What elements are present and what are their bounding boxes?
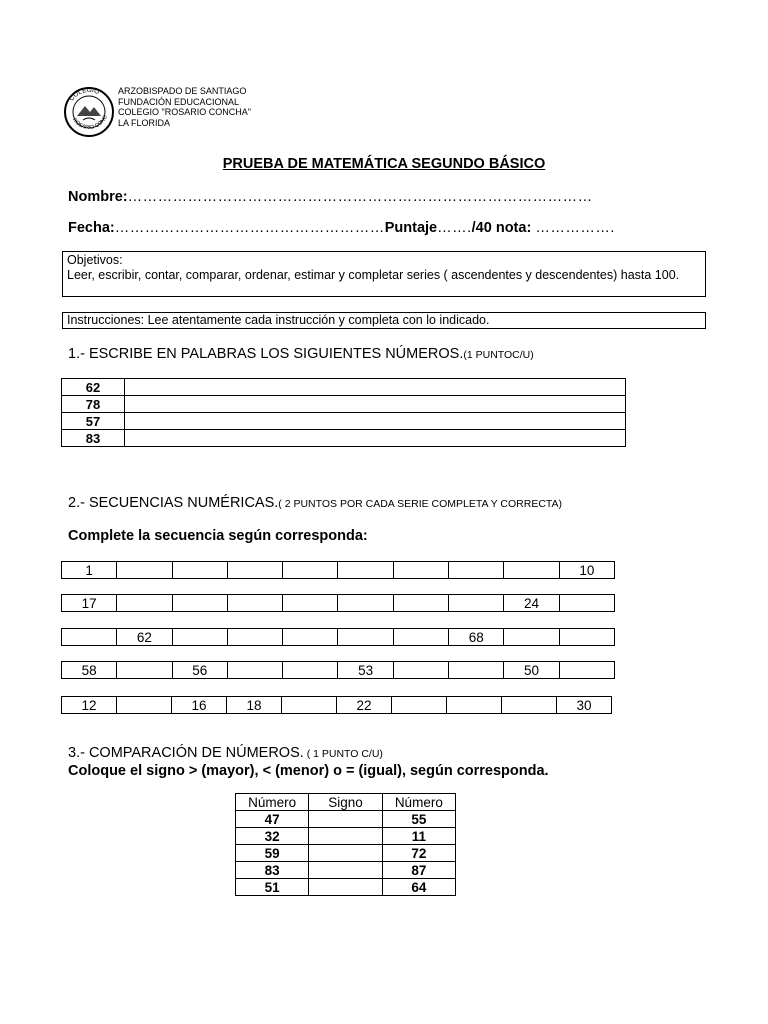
nota-blank[interactable]: ……………. <box>535 220 615 236</box>
svg-text:COLEGIO: COLEGIO <box>68 86 101 103</box>
sequence-blank-cell[interactable] <box>393 595 448 612</box>
section2-points: ( 2 PUNTOS POR CADA SERIE COMPLETA Y CORRECTA) <box>278 498 563 510</box>
sequence-blank-cell[interactable] <box>62 629 117 646</box>
fecha-blank[interactable]: ……………………………………………… <box>114 220 385 236</box>
sequence-number-cell: 18 <box>227 697 282 714</box>
sequence-blank-cell[interactable] <box>502 697 557 714</box>
objectives-label: Objetivos: <box>67 253 123 267</box>
sequence-blank-cell[interactable] <box>393 662 448 679</box>
sequence-blank-cell[interactable] <box>449 595 504 612</box>
sequence-blank-cell[interactable] <box>338 595 393 612</box>
nombre-field[interactable] <box>68 189 593 205</box>
number-cell: 32 <box>236 828 309 845</box>
section1-title: 1.- ESCRIBE EN PALABRAS LOS SIGUIENTES NÚMEROS. <box>68 346 464 362</box>
sequence-blank-cell[interactable] <box>172 595 227 612</box>
sequence-row-4 <box>61 661 615 679</box>
number-cell: 57 <box>62 413 125 430</box>
nombre-label: Nombre: <box>68 189 128 205</box>
number-cell: 72 <box>382 845 455 862</box>
table-row <box>62 562 615 579</box>
answer-cell[interactable] <box>125 413 626 430</box>
sequence-number-cell: 30 <box>557 697 612 714</box>
header-line: FUNDACIÓN EDUCACIONAL <box>118 96 240 107</box>
sequence-number-cell: 10 <box>559 562 614 579</box>
sequence-blank-cell[interactable] <box>172 629 227 646</box>
sequence-number-cell: 62 <box>117 629 172 646</box>
sequence-blank-cell[interactable] <box>392 697 447 714</box>
column-header: Signo <box>309 794 382 811</box>
sequence-blank-cell[interactable] <box>393 562 448 579</box>
sequence-blank-cell[interactable] <box>504 629 559 646</box>
sequence-blank-cell[interactable] <box>117 562 172 579</box>
number-cell: 11 <box>382 828 455 845</box>
section2-heading <box>68 495 562 511</box>
objectives-text: Leer, escribir, contar, comparar, ordenar, estimar y completar series ( ascendentes y descendentes) hasta 100. <box>67 268 680 282</box>
sequence-number-cell: 56 <box>172 662 227 679</box>
sequence-blank-cell[interactable] <box>117 697 172 714</box>
puntaje-label: Puntaje <box>384 220 438 236</box>
fecha-label: Fecha: <box>68 220 115 236</box>
sequence-blank-cell[interactable] <box>283 562 338 579</box>
sequence-blank-cell[interactable] <box>227 562 282 579</box>
number-cell: 87 <box>382 862 455 879</box>
sign-cell[interactable] <box>309 862 382 879</box>
fecha-field[interactable] <box>68 220 615 236</box>
sequence-blank-cell[interactable] <box>283 595 338 612</box>
words-table <box>61 378 626 447</box>
sequence-row-2 <box>61 594 615 612</box>
table-row <box>62 662 615 679</box>
table-row <box>236 828 456 845</box>
sequence-blank-cell[interactable] <box>559 662 614 679</box>
table-row <box>62 629 615 646</box>
number-cell: 83 <box>236 862 309 879</box>
table-row <box>236 845 456 862</box>
sign-cell[interactable] <box>309 879 382 896</box>
sequence-blank-cell[interactable] <box>449 662 504 679</box>
number-cell: 51 <box>236 879 309 896</box>
sequence-number-cell: 12 <box>62 697 117 714</box>
page-title: PRUEBA DE MATEMÁTICA SEGUNDO BÁSICO <box>222 156 546 172</box>
sequence-blank-cell[interactable] <box>227 595 282 612</box>
table-row <box>62 379 626 396</box>
svg-text:ROSARIO CONCHA: ROSARIO CONC <box>70 114 109 132</box>
sequence-number-cell: 53 <box>338 662 393 679</box>
header-line: LA FLORIDA <box>118 117 171 128</box>
section1-points: (1 PUNTOC/U) <box>463 349 534 361</box>
answer-cell[interactable] <box>125 430 626 447</box>
section3-points: ( 1 PUNTO C/U) <box>303 748 383 760</box>
table-row <box>62 430 626 447</box>
answer-cell[interactable] <box>125 396 626 413</box>
number-cell: 78 <box>62 396 125 413</box>
sequence-blank-cell[interactable] <box>559 629 614 646</box>
sequence-blank-cell[interactable] <box>227 662 282 679</box>
sequence-number-cell: 17 <box>62 595 117 612</box>
number-cell: 83 <box>62 430 125 447</box>
school-logo <box>63 86 115 138</box>
sign-cell[interactable] <box>309 828 382 845</box>
sequence-number-cell: 68 <box>449 629 504 646</box>
number-cell: 47 <box>236 811 309 828</box>
section1-heading <box>68 346 534 362</box>
sequence-blank-cell[interactable] <box>559 595 614 612</box>
sequence-blank-cell[interactable] <box>504 562 559 579</box>
section2-instruction: Complete la secuencia según corresponda: <box>68 528 368 544</box>
section3-instruction: Coloque el signo > (mayor), < (menor) o = (igual), según corresponda. <box>68 763 549 779</box>
sign-cell[interactable] <box>309 811 382 828</box>
sequence-blank-cell[interactable] <box>449 562 504 579</box>
answer-cell[interactable] <box>125 379 626 396</box>
sequence-blank-cell[interactable] <box>283 662 338 679</box>
sequence-row-3 <box>61 628 615 646</box>
sequence-number-cell: 50 <box>504 662 559 679</box>
number-cell: 62 <box>62 379 125 396</box>
table-row <box>62 595 615 612</box>
puntaje-blank[interactable]: ……. <box>437 220 472 236</box>
table-row <box>62 413 626 430</box>
table-row <box>62 697 612 714</box>
puntaje-total: /40 nota: <box>471 220 536 236</box>
sequence-blank-cell[interactable] <box>227 629 282 646</box>
section3-heading <box>68 745 383 761</box>
sequence-number-cell: 58 <box>62 662 117 679</box>
sequence-blank-cell[interactable] <box>338 629 393 646</box>
sequence-blank-cell[interactable] <box>393 629 448 646</box>
sequence-blank-cell[interactable] <box>117 595 172 612</box>
number-cell: 59 <box>236 845 309 862</box>
section2-title: 2.- SECUENCIAS NUMÉRICAS. <box>68 495 279 511</box>
table-header-row <box>236 794 456 811</box>
nombre-blank[interactable]: ………………………………………………………………………………… <box>127 189 593 205</box>
sequence-blank-cell[interactable] <box>283 629 338 646</box>
sequence-number-cell: 24 <box>504 595 559 612</box>
number-cell: 55 <box>382 811 455 828</box>
number-cell: 64 <box>382 879 455 896</box>
sign-cell[interactable] <box>309 845 382 862</box>
header-line: ARZOBISPADO DE SANTIAGO <box>118 86 247 96</box>
instructions-box: Instrucciones: Lee atentamente cada instrucción y completa con lo indicado. <box>62 312 706 329</box>
column-header: Número <box>382 794 455 811</box>
sequence-number-cell: 16 <box>172 697 227 714</box>
sequence-number-cell: 22 <box>337 697 392 714</box>
sequence-row-1 <box>61 561 615 579</box>
sequence-blank-cell[interactable] <box>172 562 227 579</box>
sequence-blank-cell[interactable] <box>282 697 337 714</box>
section3-title: 3.- COMPARACIÓN DE NÚMEROS. <box>68 745 304 761</box>
sequence-blank-cell[interactable] <box>338 562 393 579</box>
table-row <box>236 862 456 879</box>
column-header: Número <box>236 794 309 811</box>
sequence-row-5 <box>61 696 612 714</box>
sequence-number-cell: 1 <box>62 562 117 579</box>
school-header <box>118 86 251 128</box>
table-row <box>236 811 456 828</box>
objectives-box <box>62 251 706 297</box>
header-line: COLEGIO "ROSARIO CONCHA" <box>118 107 251 117</box>
table-row <box>236 879 456 896</box>
sequence-blank-cell[interactable] <box>117 662 172 679</box>
sequence-blank-cell[interactable] <box>447 697 502 714</box>
comparison-table <box>235 793 456 896</box>
table-row <box>62 396 626 413</box>
